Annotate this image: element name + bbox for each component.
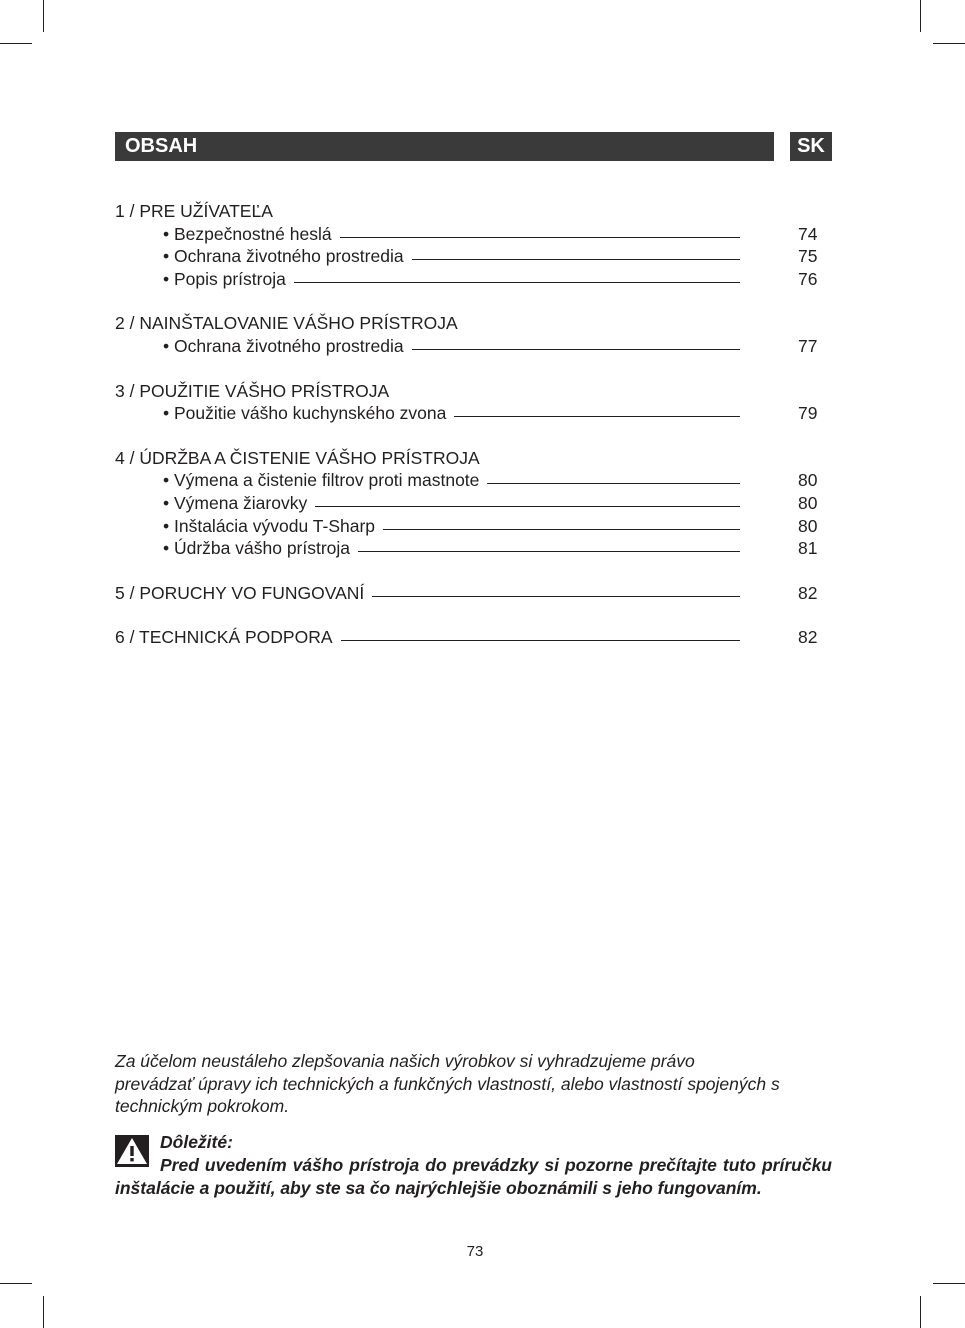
- toc-entry: [115, 335, 835, 358]
- toc-page-number: 74: [798, 223, 818, 244]
- toc-leader: [315, 492, 740, 507]
- crop-mark: [0, 1283, 32, 1284]
- toc-leader: [341, 626, 740, 641]
- warning-title: Dôležité:: [160, 1132, 233, 1152]
- toc-entry: [115, 245, 835, 268]
- warning-triangle-icon: [115, 1135, 149, 1167]
- toc-page-number: 80: [798, 470, 818, 491]
- toc-entry-label: • Popis prístroja: [163, 268, 286, 289]
- toc-leader: [383, 515, 740, 530]
- toc-entry: [115, 492, 835, 515]
- disclaimer-line: prevádzať úpravy ich technických a funkčných vlastností, alebo vlastností spojených s: [115, 1073, 780, 1094]
- toc-page-number: 82: [798, 627, 818, 648]
- crop-mark: [920, 1296, 921, 1328]
- warning-text: Pred uvedením vášho prístroja do prevádzky si pozorne prečítajte tuto príručku inštalácie a použití, aby ste sa čo najrýchlejšie oboznámili s jeho fungovaním.: [115, 1155, 832, 1198]
- crop-mark: [920, 0, 921, 32]
- crop-mark: [933, 43, 965, 44]
- crop-mark: [933, 1283, 965, 1284]
- toc-page-number: 80: [798, 492, 818, 513]
- toc-section-label: 1 / PRE UŽÍVATEĽA: [115, 201, 273, 221]
- crop-mark: [43, 1296, 44, 1328]
- toc-entry-label: • Výmena a čistenie filtrov proti mastnote: [163, 470, 480, 491]
- toc-section-title: [115, 380, 835, 403]
- toc-page-number: 82: [798, 582, 818, 603]
- toc-entry-label: • Bezpečnostné heslá: [163, 223, 332, 244]
- disclaimer: [115, 1050, 835, 1118]
- toc-section-label: 3 / POUŽITIE VÁŠHO PRÍSTROJA: [115, 380, 390, 401]
- toc-leader: [487, 469, 740, 484]
- toc-entry-label: • Inštalácia vývodu T-Sharp: [163, 515, 376, 536]
- toc-section: [115, 312, 835, 357]
- toc-leader: [412, 245, 740, 260]
- crop-mark: [0, 43, 32, 44]
- warning-block: [115, 1131, 832, 1200]
- toc-section: [115, 582, 835, 605]
- toc-page-number: 75: [798, 246, 818, 267]
- toc-section-title: [115, 582, 835, 605]
- toc-entry-label: • Ochrana životného prostredia: [163, 246, 404, 267]
- toc-section-label: 2 / NAINŠTALOVANIE VÁŠHO PRÍSTROJA: [115, 313, 458, 334]
- toc-section: [115, 200, 835, 290]
- toc-section: [115, 447, 835, 560]
- toc-leader: [294, 268, 740, 283]
- toc-section-title: [115, 626, 835, 649]
- disclaimer-line: technickým pokrokom.: [115, 1096, 290, 1117]
- toc-section: [115, 380, 835, 425]
- disclaimer-line: Za účelom neustáleho zlepšovania našich výrobkov si vyhradzujeme právo: [115, 1051, 695, 1071]
- crop-mark: [43, 0, 44, 32]
- language-badge: SK: [790, 132, 832, 161]
- toc-section: [115, 626, 835, 649]
- toc-section-title: [115, 447, 835, 470]
- toc-page-number: 81: [798, 538, 818, 559]
- toc-leader: [412, 335, 740, 350]
- toc-section-label: 4 / ÚDRŽBA A ČISTENIE VÁŠHO PRÍSTROJA: [115, 447, 480, 468]
- toc-leader: [454, 402, 740, 417]
- toc-section-title: [115, 312, 835, 335]
- toc-entry: [115, 402, 835, 425]
- toc-leader: [340, 223, 740, 238]
- toc-page-number: 76: [798, 268, 818, 289]
- toc-section-title: [115, 200, 835, 223]
- toc-page-number: 77: [798, 335, 818, 356]
- toc-page-number: 79: [798, 403, 818, 424]
- toc-entry: [115, 268, 835, 291]
- toc-entry: [115, 515, 835, 538]
- toc-section-label: 5 / PORUCHY VO FUNGOVANÍ: [115, 582, 365, 603]
- toc-page-number: 80: [798, 515, 818, 536]
- toc-leader: [358, 537, 740, 552]
- toc-entry: [115, 469, 835, 492]
- toc-entry-label: • Údržba vášho prístroja: [163, 538, 351, 559]
- toc-section-label: 6 / TECHNICKÁ PODPORA: [115, 627, 333, 648]
- toc-entry-label: • Výmena žiarovky: [163, 492, 308, 513]
- toc-entry-label: • Ochrana životného prostredia: [163, 335, 404, 356]
- toc-entry: [115, 223, 835, 246]
- toc-entry-label: • Použitie vášho kuchynského zvona: [163, 403, 447, 424]
- page-number: 73: [466, 1243, 484, 1260]
- toc-leader: [372, 582, 740, 597]
- table-of-contents: [115, 200, 835, 671]
- page-title: OBSAH: [115, 132, 774, 161]
- toc-entry: [115, 537, 835, 560]
